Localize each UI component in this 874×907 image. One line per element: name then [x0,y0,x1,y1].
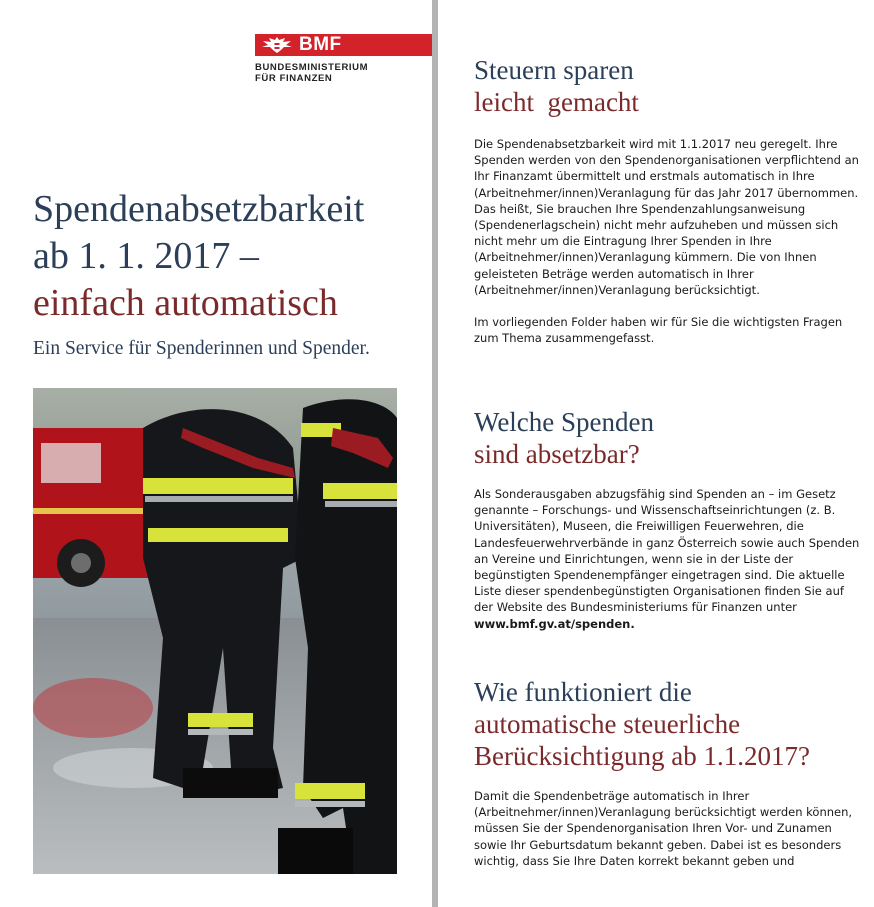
section1-heading-line2: leicht gemacht [474,87,639,117]
cover-title-line2: ab 1. 1. 2017 – [33,235,259,277]
section1-heading [474,54,639,118]
cover-title-line3: einfach automatisch [33,282,338,324]
ministry-name [255,62,368,84]
section1-heading-line1: Steuern sparen [474,55,634,85]
firefighters-photo [33,388,397,874]
bmf-spenden-link[interactable]: www.bmf.gv.at/spenden. [474,616,635,631]
austrian-eagle-icon [259,36,295,54]
section2-paragraph1 [474,486,864,632]
section3-body [474,788,864,869]
section3-heading-line3: Berücksichtigung ab 1.1.2017? [474,741,810,771]
cover-title-line1: Spendenabsetzbarkeit [33,188,365,230]
ministry-name-line1: BUNDESMINISTERIUM [255,62,369,73]
cover-subtitle: Ein Service für Spenderinnen und Spender. [33,338,370,359]
section3-heading-line1: Wie funktioniert die [474,677,692,707]
cover-page [0,0,432,907]
section1-body [474,136,864,346]
section1-paragraph2: Im vorliegenden Folder haben wir für Sie die wichtigsten Fragen zum Thema zusammengefasst. [474,315,843,346]
section2-body [474,486,864,632]
bmf-abbreviation: BMF [299,34,342,55]
section2-heading-line2: sind absetzbar? [474,439,640,469]
bmf-logo-bar [255,34,432,56]
cover-title [33,186,364,327]
ministry-name-line2: FÜR FINANZEN [255,73,333,84]
section2-heading [474,406,654,470]
section3-heading-line2: automatische steuerliche [474,709,741,739]
content-page [438,0,874,907]
section3-heading [474,676,810,772]
section3-paragraph1: Damit die Spendenbeträge automatisch in Ihrer (Arbeitnehmer/innen)Veranlagung berücksichtigt werden können, müssen Sie der Spendenorganisation Ihren Vor- und Zunamen sowie Ihr Geburtsdatum bekannt geben. Dabei ist es besonders wichtig, dass Sie Ihre Daten korrekt bekannt geben und [474,789,853,868]
section1-paragraph1: Die Spendenabsetzbarkeit wird mit 1.1.2017 neu geregelt. Ihre Spenden werden von den Spendenorganisationen verpflichtend an Ihr Finanzamt übermittelt und erstmals automatisch in Ihre (Arbeitnehmer/innen)Veranlagung für das Jahr 2017 übernommen. Das heißt, Sie brauchen Ihre Spendenzahlungsanweisung (Spendenerlagschein) nicht mehr aufzuheben und müssen sich nicht mehr um die Eintragung Ihrer Spenden in Ihre (Arbeitnehmer/innen)Veranlagung kümmern. Die von Ihnen geleisteten Beträge werden automatisch in Ihrer (Arbeitnehmer/innen)Veranlagung berücksichtigt. [474,137,859,297]
section2-paragraph1-text: Als Sonderausgaben abzugsfähig sind Spenden an – im Gesetz genannte – Forschungs- und Wissenschaftseinrichtungen (z. B. Universitäten), Museen, die Freiwilligen Feuerwehren, die Landesfeuerwehrverbände in ganz Österreich sowie auch Spenden an Vereine und Einrichtungen, wenn sie in der Liste der begünstigten Spendenempfänger eingetragen sind. Die aktuelle Liste dieser spendenbegünstigten Organisationen finden Sie auf der Website des Bundesministeriums für Finanzen unter [474,487,860,615]
section2-heading-line1: Welche Spenden [474,407,655,437]
